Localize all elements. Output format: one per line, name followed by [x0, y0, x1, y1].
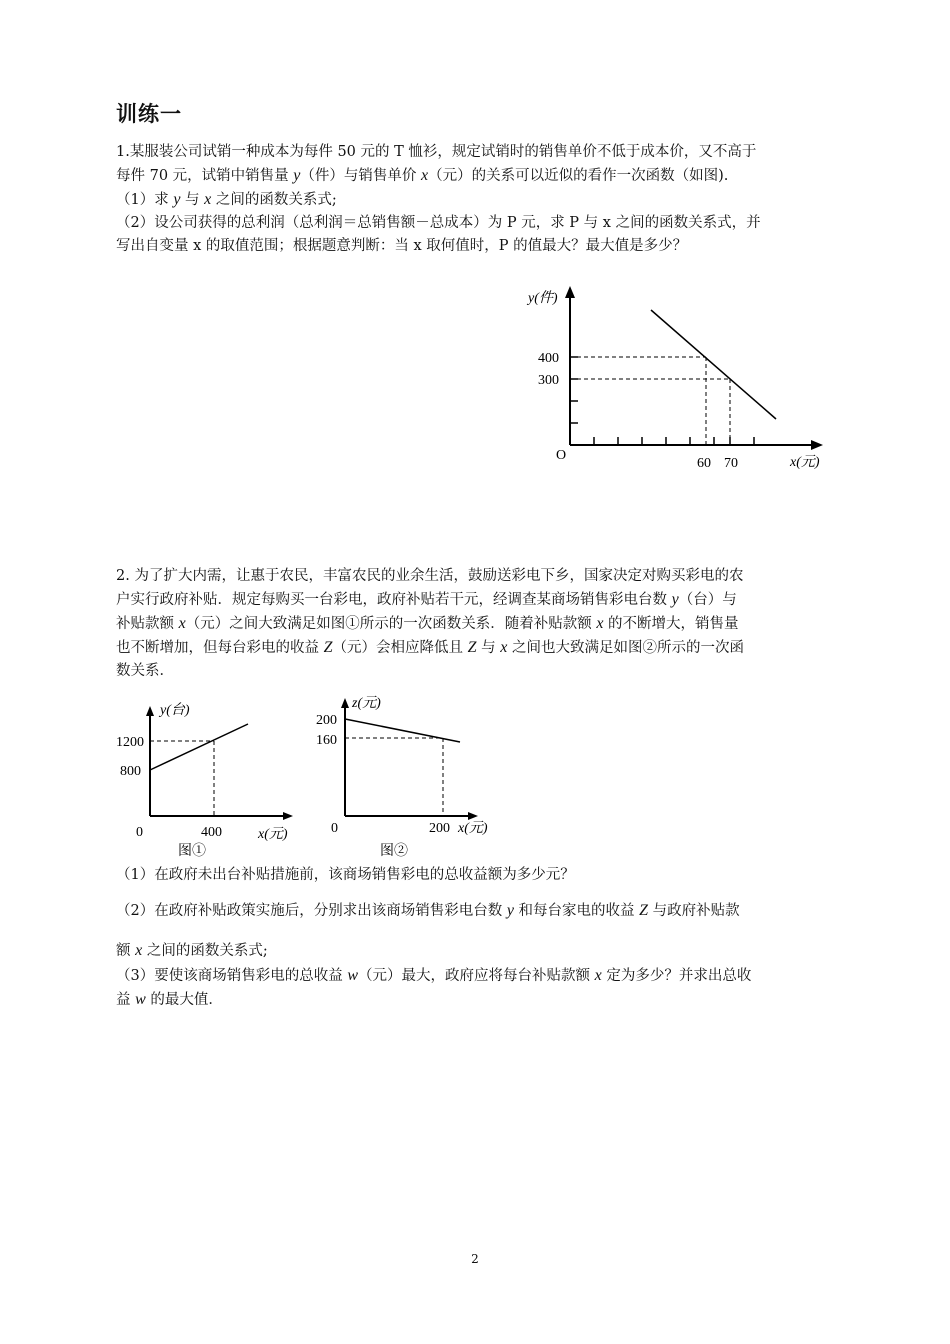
y-tick-label: 160: [316, 733, 337, 748]
q1-line: 1.某服装公司试销一种成本为每件 50 元的 T 恤衫，规定试销时的销售单价不低于成本价，又不高于: [116, 144, 757, 160]
math-variable: x: [596, 615, 604, 632]
y-axis-arrow: [146, 706, 154, 716]
q2-graph-2: [312, 688, 512, 863]
graph2-data-line: [345, 719, 460, 742]
q2-sub3-line: 益 w 的最大值．: [116, 991, 223, 1008]
origin-label: 0: [331, 821, 338, 836]
origin-label: 0: [136, 825, 143, 840]
x-tick-label: 70: [724, 456, 738, 471]
q2-line: 也不断增加，但每台彩电的收益 Z（元）会相应降低且 Z 与 x 之间也大致满足如图②所示的一次函: [116, 639, 744, 656]
y-axis-label: y(件): [528, 291, 558, 306]
figure-caption: 图②: [380, 844, 408, 859]
q2-sub3-line: （3）要使该商场销售彩电的总收益 w（元）最大，政府应将每台补贴款额 x 定为多少？并求出总收: [116, 967, 752, 984]
y-tick-label: 400: [538, 351, 559, 366]
q1-data-line: [651, 310, 776, 419]
q2-sub2-cont: [116, 939, 842, 963]
q2-graph-1: [112, 698, 312, 863]
y-tick-label: 1200: [116, 735, 144, 750]
q1-graph: [520, 282, 840, 477]
x-axis-arrow: [283, 812, 293, 820]
origin-label: O: [556, 448, 567, 463]
question-2-text: [116, 565, 842, 683]
q2-line: 2. 为了扩大内需，让惠于农民，丰富农民的业余生活，鼓励送彩电下乡，国家决定对购买彩电的农: [116, 568, 744, 584]
x-tick-label: 200: [429, 821, 450, 836]
q2-line: 数关系．: [116, 663, 174, 679]
y-tick-label: 200: [316, 713, 337, 728]
math-variable: w: [135, 991, 146, 1008]
y-axis-label: y(台): [160, 703, 190, 718]
x-axis-arrow: [468, 812, 478, 820]
graph1-data-line: [150, 724, 248, 770]
question-1-text: [116, 141, 842, 258]
x-tick-label: 60: [697, 456, 711, 471]
x-tick-label: 400: [201, 825, 222, 840]
math-variable: x: [178, 615, 186, 632]
y-axis-label: z(元): [352, 696, 381, 711]
q2-sub1: [116, 864, 842, 887]
math-variable: w: [347, 967, 359, 984]
math-variable: x: [421, 167, 429, 184]
y-axis-arrow: [565, 286, 575, 298]
math-variable: y: [506, 902, 514, 919]
q1-line: 每件 70 元，试销中销售量 y（件）与销售单价 x（元）的关系可以近似的看作一次函数（如图).: [116, 167, 729, 184]
page-number: 2: [471, 1252, 479, 1266]
figure-caption: 图①: [178, 844, 206, 859]
q2-sub1-text: （1）在政府未出台补贴措施前，该商场销售彩电的总收益额为多少元？: [116, 867, 575, 883]
math-variable: x: [500, 639, 508, 656]
q2-sub2-line: 额 x 之间的函数关系式;: [116, 942, 268, 959]
q2-line: 补贴款额 x（元）之间大致满足如图①所示的一次函数关系．随着补贴款额 x 的不断增大，销售量: [116, 615, 739, 632]
y-tick-label: 300: [538, 373, 559, 388]
page-title: 训练一: [116, 102, 182, 126]
q1-line: （2）设公司获得的总利润（总利润＝总销售额－总成本）为 P 元，求 P 与 x 之间的函数关系式，并: [116, 215, 761, 231]
math-variable: Z: [323, 639, 333, 656]
x-axis-label: x(元): [790, 455, 820, 470]
q2-sub3: [116, 964, 842, 1012]
x-axis-label: x(元): [458, 821, 488, 836]
math-variable: x: [204, 191, 212, 208]
q2-sub2-line: （2）在政府补贴政策实施后，分别求出该商场销售彩电台数 y 和每台家电的收益 Z 与政府补贴款: [116, 902, 740, 919]
x-axis-arrow: [811, 440, 823, 450]
y-axis-arrow: [341, 698, 349, 708]
y-ticks: [570, 357, 578, 423]
math-variable: y: [173, 191, 181, 208]
q1-line: （1）求 y 与 x 之间的函数关系式;: [116, 191, 337, 208]
y-tick-label: 800: [120, 764, 141, 779]
q1-line: 写出自变量 x 的取值范围；根据题意判断：当 x 取何值时，P 的值最大？最大值是多少？: [116, 238, 688, 254]
math-variable: x: [135, 942, 143, 959]
math-variable: y: [671, 591, 679, 608]
q2-sub2: [116, 899, 842, 923]
math-variable: y: [293, 167, 301, 184]
math-variable: x: [594, 967, 602, 984]
math-variable: Z: [467, 639, 477, 656]
math-variable: Z: [639, 902, 649, 919]
q2-line: 户实行政府补贴．规定每购买一台彩电，政府补贴若干元，经调查某商场销售彩电台数 y（台）与: [116, 591, 737, 608]
x-axis-label: x(元): [258, 827, 288, 842]
